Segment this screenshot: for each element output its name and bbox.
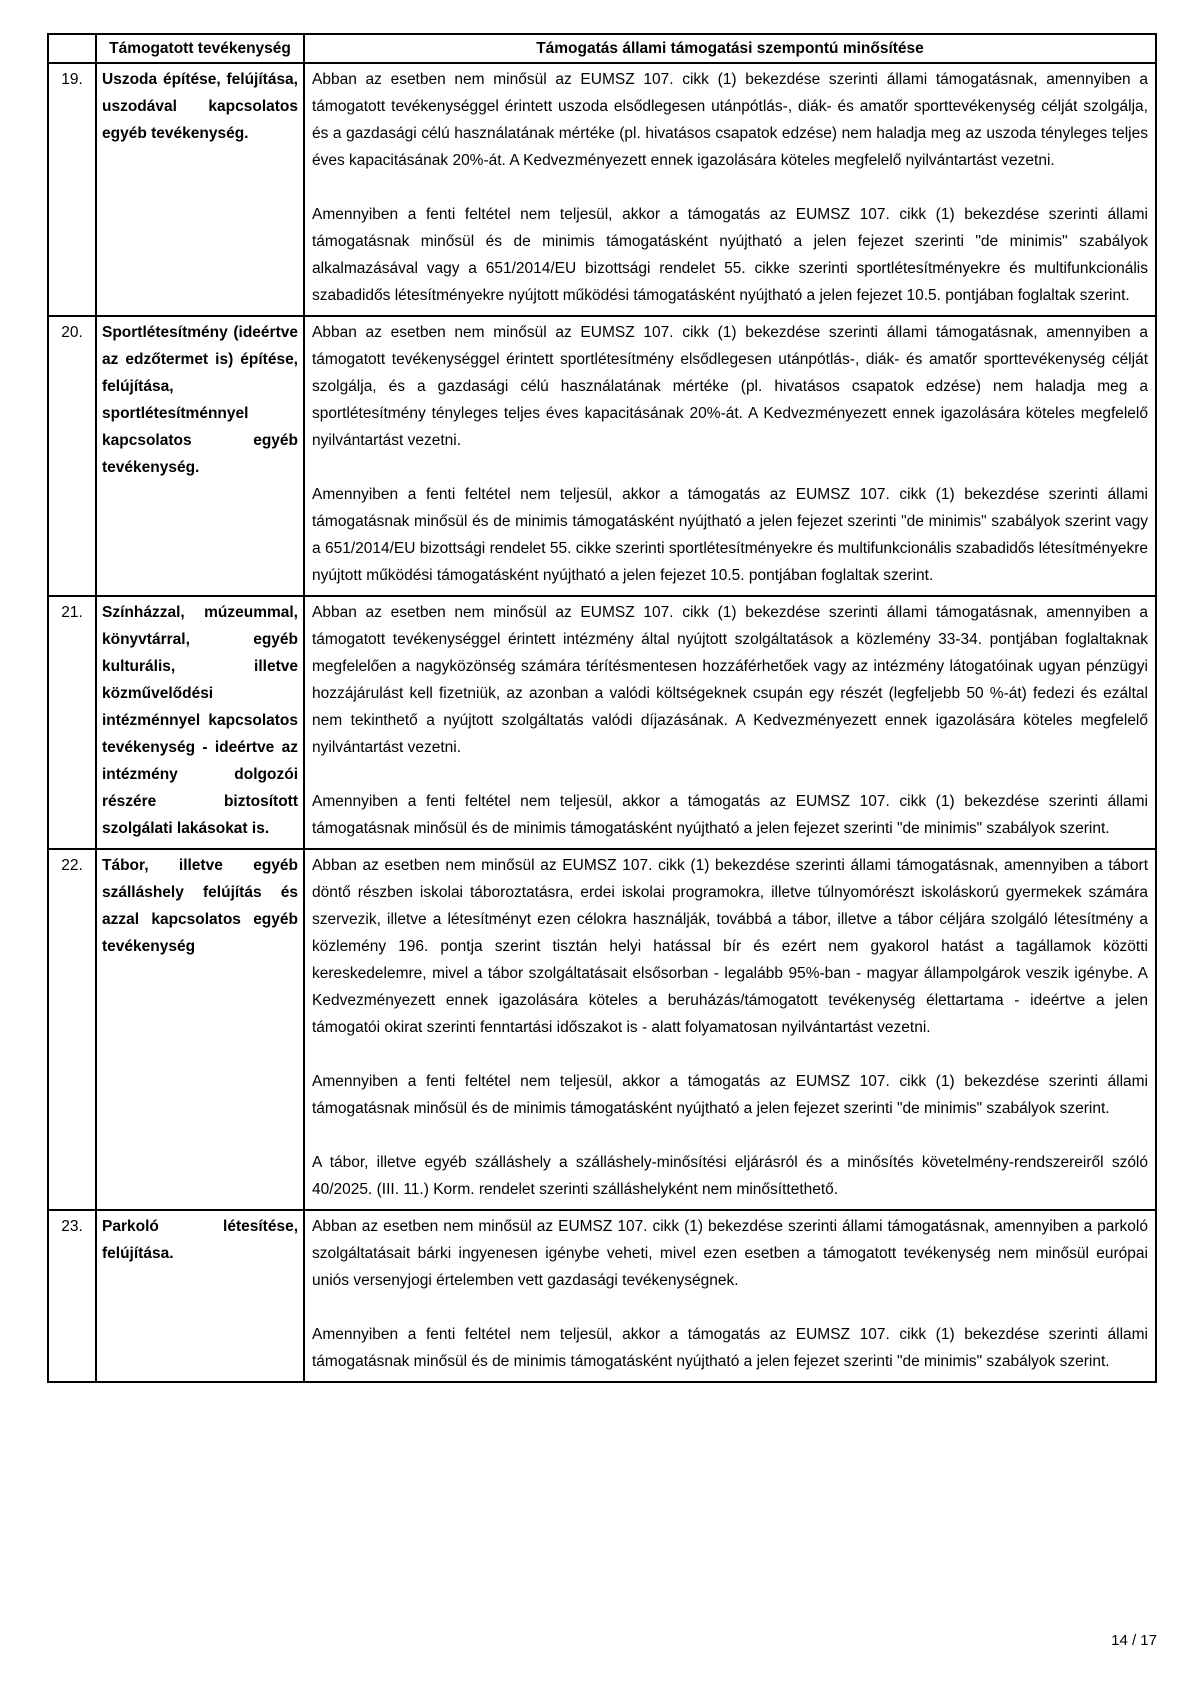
- assessment-paragraph: Amennyiben a fenti feltétel nem teljesül, akkor a támogatás az EUMSZ 107. cikk (1) bekezdése szerinti állami támogatásnak minősül és de minimis támogatásként nyújtható a jelen fejezet szerinti "de minimis" szabályok alkalmazásával vagy a 651/2014/EU bizottsági rendelet 55. cikke szerinti sportlétesítményekre és multifunkcionális szabadidős létesítményekre nyújtott működési támogatásként nyújtható a jelen fejezet 10.5. pontjában foglaltak szerint.: [312, 206, 1148, 304]
- table-body: [48, 63, 1156, 1382]
- assessment-cell: [304, 596, 1156, 849]
- header-assessment-cell: Támogatás állami támogatási szempontú minősítése: [304, 34, 1156, 63]
- activity-cell: Tábor, illetve egyéb szálláshely felújítás és azzal kapcsolatos egyéb tevékenység: [96, 849, 304, 1210]
- assessment-cell: [304, 849, 1156, 1210]
- header-number-cell: [48, 34, 96, 63]
- activity-cell: Sportlétesítmény (ideértve az edzőtermet is) építése, felújítása, sportlétesítménnyel kapcsolatos egyéb tevékenység.: [96, 316, 304, 596]
- assessment-paragraph: Amennyiben a fenti feltétel nem teljesül, akkor a támogatás az EUMSZ 107. cikk (1) bekezdése szerinti állami támogatásnak minősül és de minimis támogatásként nyújtható a jelen fejezet szerinti "de minimis" szabályok szerint vagy a 651/2014/EU bizottsági rendelet 55. cikke szerinti sportlétesítményekre és multifunkcionális szabadidős létesítményekre nyújtott működési támogatásként nyújtható a jelen fejezet 10.5. pontjában foglaltak szerint.: [312, 486, 1148, 584]
- activity-cell: Színházzal, múzeummal, könyvtárral, egyéb kulturális, illetve közművelődési intézménnyel kapcsolatos tevékenység - ideértve az intézmény dolgozói részére biztosított szolgálati lakásokat is.: [96, 596, 304, 849]
- row-number: 21.: [48, 596, 96, 849]
- row-number: 20.: [48, 316, 96, 596]
- assessment-cell: [304, 316, 1156, 596]
- assessment-paragraph: Amennyiben a fenti feltétel nem teljesül, akkor a támogatás az EUMSZ 107. cikk (1) bekezdése szerinti állami támogatásnak minősül és de minimis támogatásként nyújtható a jelen fejezet szerinti "de minimis" szabályok szerint.: [312, 793, 1148, 837]
- table-row: [48, 1210, 1156, 1382]
- assessment-paragraph: Abban az esetben nem minősül az EUMSZ 107. cikk (1) bekezdése szerinti állami támogatásnak, amennyiben a támogatott tevékenységgel érintett intézmény által nyújtott szolgáltatások a közlemény 33-34. pontjában foglaltaknak megfelelően a nagyközönség számára térítésmentesen hozzáférhetőek vagy az intézmény látogatóinak ugyan pénzügyi hozzájárulást kell fizetniük, az azonban a valódi költségeknek csupán egy részét (legfeljebb 50 %-át) fedezi és ezáltal nem tekinthető a nyújtott szolgáltatás valódi díjazásának. A Kedvezményezett ennek igazolására köteles megfelelő nyilvántartást vezetni.: [312, 604, 1148, 756]
- row-number: 19.: [48, 63, 96, 316]
- row-number: 23.: [48, 1210, 96, 1382]
- assessment-cell: [304, 1210, 1156, 1382]
- assessment-paragraph: Abban az esetben nem minősül az EUMSZ 107. cikk (1) bekezdése szerinti állami támogatásnak, amennyiben a tábort döntő részben iskolai táboroztatásra, erdei iskolai programokra, illetve túlnyomórészt iskoláskorú gyermekek számára szervezik, illetve a létesítményt ezen célokra használják, továbbá a tábor, illetve a tábor céljára szolgáló létesítmény a közlemény 196. pontja szerint tisztán helyi hatással bír és ezért nem gyakorol hatást a tagállamok közötti kereskedelemre, mivel a tábor szolgáltatásait elsősorban - legalább 95%-ban - magyar állampolgárok veszik igénybe. A Kedvezményezett ennek igazolására köteles a beruházás/támogatott tevékenység élettartama - ideértve a jelen támogatói okirat szerinti fenntartási időszakot is - alatt folyamatosan nyilvántartást vezetni.: [312, 857, 1148, 1036]
- page-number: 14 / 17: [1111, 1632, 1157, 1649]
- assessment-cell: [304, 63, 1156, 316]
- assessment-paragraph: Abban az esetben nem minősül az EUMSZ 107. cikk (1) bekezdése szerinti állami támogatásnak, amennyiben a parkoló szolgáltatásait bárki ingyenesen igénybe veheti, mivel ezen esetben a támogatott tevékenység nem minősül európai uniós versenyjogi értelemben vett gazdasági tevékenységnek.: [312, 1218, 1148, 1289]
- table-row: [48, 316, 1156, 596]
- row-number: 22.: [48, 849, 96, 1210]
- assessment-paragraph: A tábor, illetve egyéb szálláshely a szálláshely-minősítési eljárásról és a minősítés követelmény-rendszereiről szóló 40/2025. (III. 11.) Korm. rendelet szerinti szálláshelyként nem minősíttethető.: [312, 1154, 1148, 1198]
- assessment-paragraph: Amennyiben a fenti feltétel nem teljesül, akkor a támogatás az EUMSZ 107. cikk (1) bekezdése szerinti állami támogatásnak minősül és de minimis támogatásként nyújtható a jelen fejezet szerinti "de minimis" szabályok szerint.: [312, 1073, 1148, 1117]
- table-row: [48, 596, 1156, 849]
- table-row: [48, 849, 1156, 1210]
- assessment-paragraph: Abban az esetben nem minősül az EUMSZ 107. cikk (1) bekezdése szerinti állami támogatásnak, amennyiben a támogatott tevékenységgel érintett uszoda elsődlegesen utánpótlás-, diák- és amatőr sporttevékenység célját szolgálja, és a gazdasági célú használatának mértéke (pl. hivatásos csapatok edzése) nem haladja meg az uszoda tényleges teljes éves kapacitásának 20%-át. A Kedvezményezett ennek igazolására köteles megfelelő nyilvántartást vezetni.: [312, 71, 1148, 169]
- aid-classification-table-wrap: [47, 33, 1157, 1383]
- header-row: [48, 34, 1156, 63]
- assessment-paragraph: Amennyiben a fenti feltétel nem teljesül, akkor a támogatás az EUMSZ 107. cikk (1) bekezdése szerinti állami támogatásnak minősül és de minimis támogatásként nyújtható a jelen fejezet szerinti "de minimis" szabályok szerint.: [312, 1326, 1148, 1370]
- aid-classification-table: [47, 33, 1157, 1383]
- header-activity-cell: Támogatott tevékenység: [96, 34, 304, 63]
- table-row: [48, 63, 1156, 316]
- activity-cell: Parkoló létesítése, felújítása.: [96, 1210, 304, 1382]
- activity-cell: Uszoda építése, felújítása, uszodával kapcsolatos egyéb tevékenység.: [96, 63, 304, 316]
- table-header: [48, 34, 1156, 63]
- assessment-paragraph: Abban az esetben nem minősül az EUMSZ 107. cikk (1) bekezdése szerinti állami támogatásnak, amennyiben a támogatott tevékenységgel érintett sportlétesítmény elsődlegesen utánpótlás-, diák- és amatőr sporttevékenység célját szolgálja, és a gazdasági célú használatának mértéke (pl. hivatásos csapatok edzése) nem haladja meg a sportlétesítmény tényleges teljes éves kapacitásának 20%-át. A Kedvezményezett ennek igazolására köteles megfelelő nyilvántartást vezetni.: [312, 324, 1148, 449]
